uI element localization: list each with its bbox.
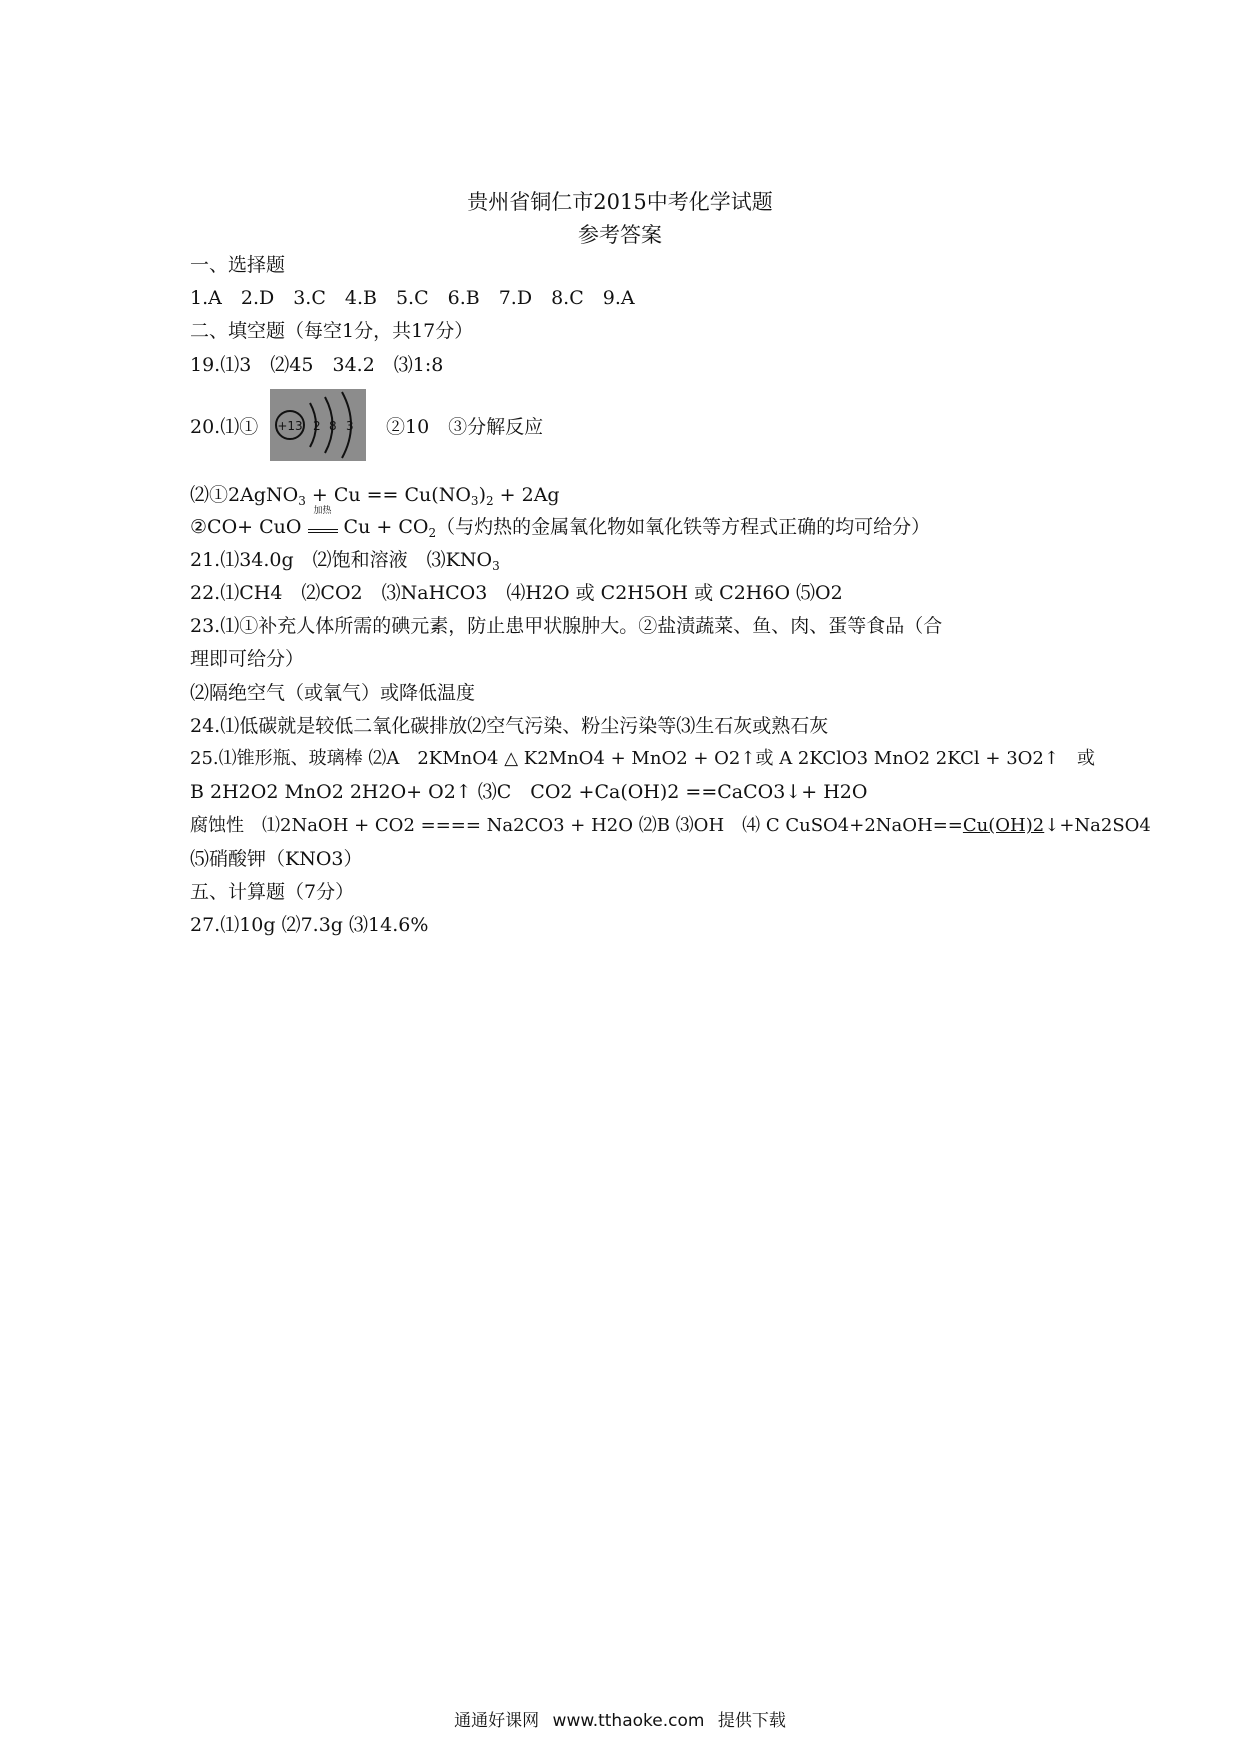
page-subtitle: 参考答案 <box>578 223 662 247</box>
reaction-condition <box>308 506 338 533</box>
underlined-formula: Cu(OH)2 <box>962 815 1045 836</box>
answer-text: 腐蚀性 ⑴2NaOH + CO2 ==== Na2CO3 + H2O ⑵B ⑶OH ⑷ C CuSO4+2NaOH== <box>190 815 963 836</box>
eq-part: ⑵①2AgNO <box>190 484 299 506</box>
footer-site-name: 通通好课网 <box>454 1711 540 1731</box>
eq-note: （与灼热的金属氧化物如氧化铁等方程式正确的均可给分） <box>436 516 931 538</box>
answer-line-20-2b: ②CO+ CuO 加热 $Cu + CO_2$（与灼热的金属氧化物如氧化铁等方程式正确的均可给分） <box>190 506 931 540</box>
eq-part: Cu + CO <box>337 516 429 538</box>
answer-line-20-suffix: ②10 ③分解反应 <box>386 416 544 438</box>
answer-text: 21.⑴34.0g ⑵饱和溶液 ⑶KNO <box>190 549 493 571</box>
answer-text: ↓+Na2SO4 <box>1044 815 1151 836</box>
footer-action: 提供下载 <box>717 1711 786 1731</box>
shell-electrons-1: 2 <box>313 419 321 433</box>
shell-electrons-3: 3 <box>346 419 354 433</box>
eq-part: + 2Ag <box>493 484 560 506</box>
footer-url[interactable]: www.tthaoke.com <box>552 1711 705 1731</box>
page-footer <box>0 1706 1240 1731</box>
answer-line-23c: ⑵隔绝空气（或氧气）或降低温度 <box>190 682 476 704</box>
answer-line-25a: 25.⑴锥形瓶、玻璃棒 ⑵A 2KMnO4 △ K2MnO4 + MnO2 + O2↑或 A 2KClO3 MnO2 2KCl + 3O2↑ 或 <box>190 748 1095 769</box>
atom-structure-diagram <box>270 389 366 461</box>
answer-line-24: 24.⑴低碳就是较低二氧化碳排放⑵空气污染、粉尘污染等⑶生石灰或熟石灰 <box>190 715 829 737</box>
page-title: 贵州省铜仁市2015中考化学试题 <box>467 190 773 214</box>
answer-line-21: 21.⑴34.0g ⑵饱和溶液 $⑶KNO_3$ <box>190 549 500 573</box>
section-heading-fill: 二、填空题（每空1分，共17分） <box>190 320 474 342</box>
answer-line-23a: 23.⑴①补充人体所需的碘元素，防止患甲状腺肿大。②盐渍蔬菜、鱼、肉、蛋等食品（合 <box>190 615 943 637</box>
eq-part: + Cu == Cu(NO <box>305 484 471 506</box>
condition-label: 加热 <box>313 506 332 516</box>
eq-part: ②CO+ CuO <box>190 516 308 538</box>
answer-line-23b: 理即可给分） <box>190 648 305 670</box>
answer-line-22: 22.⑴CH4 ⑵CO2 ⑶NaHCO3 ⑷H2O 或 C2H5OH 或 C2H6O ⑸O2 <box>190 582 843 604</box>
answer-line-25b: B 2H2O2 MnO2 2H2O+ O2↑ ⑶C CO2 +Ca(OH)2 ==CaCO3↓+ H2O <box>190 781 868 803</box>
shell-electrons-2: 8 <box>329 419 337 433</box>
answer-line-choice: 1.A 2.D 3.C 4.B 5.C 6.B 7.D 8.C 9.A <box>190 287 635 309</box>
answer-line-20-2a: ⑵①2AgNO$_3$ + $Cu == Cu(NO_3)_2 + 2Ag$ <box>190 484 560 508</box>
section-heading-calc: 五、计算题（7分） <box>190 881 355 903</box>
answer-line-26b: ⑸硝酸钾（KNO3） <box>190 848 363 870</box>
answer-line-26a <box>190 817 1151 835</box>
answer-line-19: 19.⑴3 ⑵45 34.2 ⑶1:8 <box>190 354 444 376</box>
nucleus-charge: +13 <box>277 419 303 433</box>
answer-line-20-prefix: 20.⑴① <box>190 416 259 438</box>
section-heading-choice: 一、选择题 <box>190 254 286 276</box>
answer-line-27: 27.⑴10g ⑵7.3g ⑶14.6% <box>190 914 429 936</box>
atom-structure-svg <box>270 389 366 461</box>
